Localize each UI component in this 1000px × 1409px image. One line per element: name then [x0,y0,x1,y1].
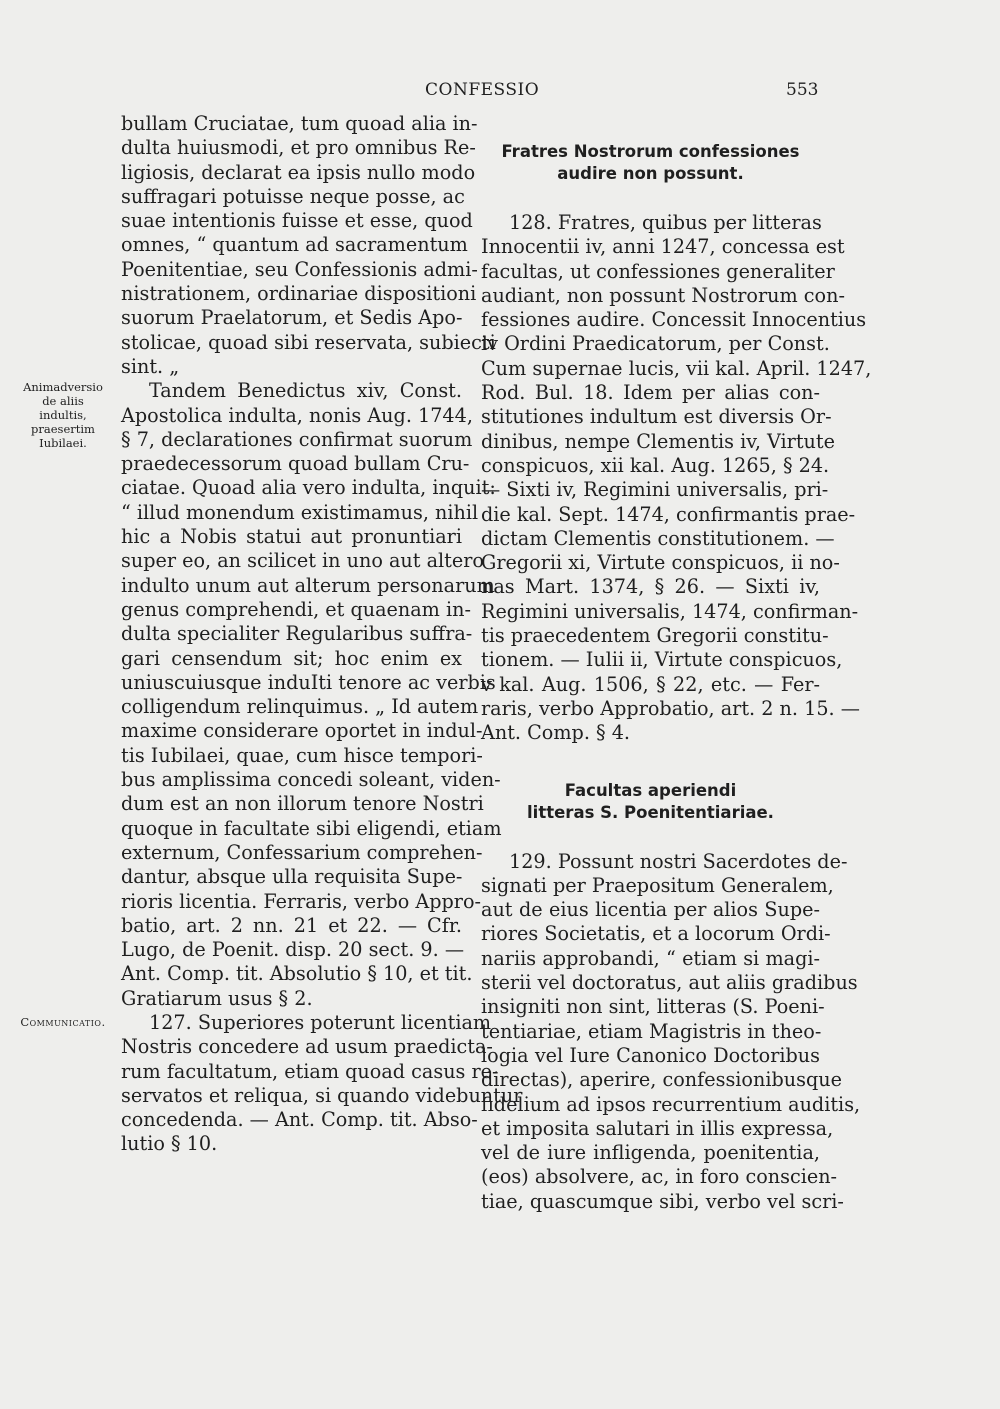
text-line: ciatae. Quoad alia vero indulta, inquit: [121,476,496,500]
text-line: dulta huiusmodi, et pro omnibus Re- [121,136,476,160]
text-line: tiae, quascumque sibi, verbo vel scri- [481,1189,844,1213]
text-line: lutio § 10. [121,1132,218,1156]
text-line: externum, Confessarium comprehen- [121,840,483,864]
text-line: suffragari potuisse neque posse, ac [121,184,465,208]
running-head [0,78,1000,106]
text-line: v kal. Aug. 1506, § 22, etc. — Fer- [481,672,820,696]
text-line: riores Societatis, et a locorum Ordi- [481,922,831,946]
text-line: — Sixti iv, Regimini universalis, pri- [481,478,829,502]
margin-note-communicatio [12,1015,114,1029]
text-line: Gratiarum usus § 2. [121,986,313,1010]
text-line: tis praecedentem Gregorii constitu- [481,624,829,648]
text-line: bus amplissima concedi soleant, viden- [121,768,501,792]
text-line: fidelium ad ipsos recurrentium auditis, [481,1092,861,1116]
margin-note-line: indultis, [39,408,87,422]
right-column [481,141,872,1214]
text-line: stitutiones indultum est diversis Or- [481,405,832,429]
text-line: conspicuos, xii kal. Aug. 1265, § 24. [481,453,830,477]
text-line: dulta specialiter Regularibus suffra- [121,622,473,646]
text-line: tentiariae, etiam Magistris in theo- [481,1019,822,1043]
text-line: facultas, ut confessiones generaliter [481,259,835,283]
text-line: iv Ordini Praedicatorum, per Const. [481,332,830,356]
text-line: Poenitentiae, seu Confessionis admi- [121,257,478,281]
text-line: nariis approbandi, “ etiam si magi- [481,946,820,970]
text-line: “ illud monendum existimamus, nihil [121,500,479,524]
text-line: Ant. Comp. tit. Absolutio § 10, et tit. [121,962,473,986]
text-line: dinibus, nempe Clementis iv, Virtute [481,429,835,453]
text-line: § 7, declarationes confirmat suorum [121,427,473,451]
text-line: omnes, “ quantum ad sacramentum [121,233,468,257]
spacer [481,824,820,850]
section-heading: litteras S. Poenitentiariae. [527,802,774,822]
text-line: logia vel Iure Canonico Doctoribus [481,1043,820,1067]
text-line: nistrationem, ordinariae dispositioni [121,282,477,306]
running-head-title: CONFESSIO [425,80,540,100]
text-line: Tandem Benedictus xiv, Const. [149,379,462,403]
text-line: 129. Possunt nostri Sacerdotes de- [509,849,848,873]
text-line: tis Iubilaei, quae, cum hisce tempori- [121,743,483,767]
text-line: suorum Praelatorum, et Sedis Apo- [121,306,463,330]
text-line: genus comprehendi, et quaenam in- [121,597,471,621]
text-line: gari censendum sit; hoc enim ex [121,646,462,670]
text-line: Regimini universalis, 1474, confirman- [481,599,859,623]
text-line: et imposita salutari in illis expressa, [481,1116,834,1140]
text-line: rioris licentia. Ferraris, verbo Appro- [121,889,482,913]
text-line: directas), aperire, confessionibusque [481,1068,842,1092]
text-line: hic a Nobis statui aut pronuntiari [121,525,462,549]
text-line: audiant, non possunt Nostrorum con- [481,283,845,307]
spacer [481,746,820,780]
text-line: Lugo, de Poenit. disp. 20 sect. 9. — [121,938,465,962]
section-heading: audire non possunt. [557,164,744,183]
text-line: batio, art. 2 nn. 21 et 22. — Cfr. [121,913,462,937]
margin-note-line: praesertim [31,422,95,436]
text-line: bullam Cruciatae, tum quoad alia in- [121,112,478,135]
text-line: Ant. Comp. § 4. [481,721,631,745]
text-line: fessiones audire. Concessit Innocentius [481,308,867,332]
text-line: stolicae, quoad sibi reservata, subiecti [121,330,496,354]
text-line: Nostris concedere ad usum praedicta- [121,1035,493,1059]
text-line: sterii vel doctoratus, aut aliis gradibus [481,971,858,995]
margin-note-line: Animadversio [23,380,103,394]
margin-note-line: de aliis [42,394,84,408]
text-line: suae intentionis fuisse et esse, quod [121,209,473,233]
text-line: signati per Praepositum Generalem, [481,873,834,897]
margin-note-line: Communicatio. [20,1015,106,1029]
page-number: 553 [786,80,819,100]
text-line: servatos et reliqua, si quando videbuntur [121,1083,523,1107]
section-heading: Facultas aperiendi [564,780,737,800]
text-line: ligiosis, declarat ea ipsis nullo modo [121,160,476,184]
text-line: dictam Clementis constitutionem. — [481,526,835,550]
text-line: colligendum relinquimus. „ Id autem [121,695,479,719]
text-line: 127. Superiores poterunt licentiam [149,1010,492,1034]
text-line: insigniti non sint, litteras (S. Poeni- [481,995,825,1019]
text-line: raris, verbo Approbatio, art. 2 n. 15. — [481,696,860,720]
text-line: Gregorii xi, Virtute conspicuos, ii no- [481,551,840,575]
text-line: sint. „ [121,354,180,378]
text-line: aut de eius licentia per alios Supe- [481,898,820,922]
text-line: (eos) absolvere, ac, in foro conscien- [481,1165,838,1189]
section-heading: Fratres Nostrorum confessiones [501,142,800,161]
text-line: concedenda. — Ant. Comp. tit. Abso- [121,1108,478,1132]
spacer [481,185,820,211]
text-line: rum facultatum, etiam quoad casus re- [121,1059,499,1083]
text-line: Rod. Bul. 18. Idem per alias con- [481,381,820,405]
left-column [121,112,523,1157]
text-line: die kal. Sept. 1474, confirmantis prae- [481,502,856,526]
text-line: vel de iure infligenda, poenitentia, [481,1141,820,1165]
text-line: quoque in facultate sibi eligendi, etiam [121,816,502,840]
text-line: praedecessorum quoad bullam Cru- [121,452,470,476]
text-line: Apostolica indulta, nonis Aug. 1744, [121,403,473,427]
text-line: Cum supernae lucis, vii kal. April. 1247, [481,356,872,380]
margin-note-line: Iubilaei. [39,436,87,450]
text-line: tionem. — Iulii ii, Virtute conspicuos, [481,648,843,672]
text-line: indulto unum aut alterum personarum [121,573,495,597]
text-line: dum est an non illorum tenore Nostri [121,792,484,816]
text-line: nas Mart. 1374, § 26. — Sixti iv, [481,575,820,599]
text-line: super eo, an scilicet in uno aut altero [121,549,484,573]
text-line: dantur, absque ulla requisita Supe- [121,865,463,889]
text-line: Innocentii iv, anni 1247, concessa est [481,235,845,259]
margin-note-animadversio [12,380,114,450]
text-line: uniuscuiusque induIti tenore ac verbis [121,670,496,694]
text-line: 128. Fratres, quibus per litteras [509,211,822,234]
text-line: maxime considerare oportet in indul- [121,719,483,743]
